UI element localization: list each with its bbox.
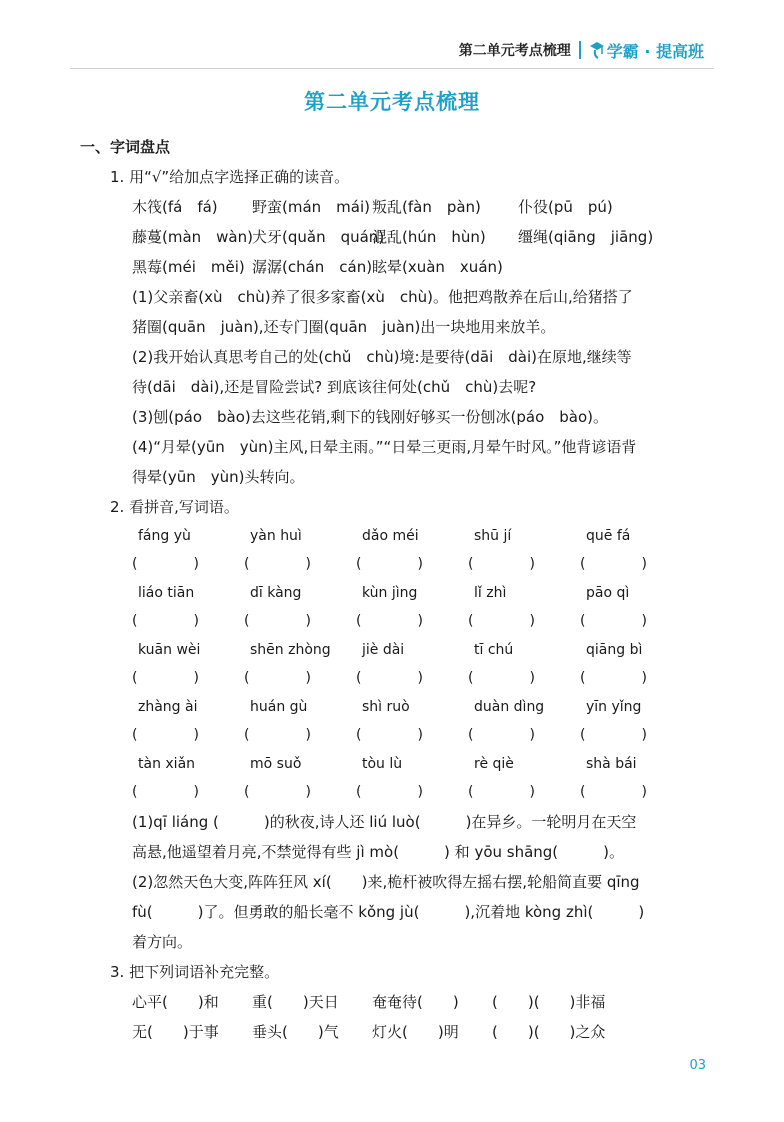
q1-item: 潺潺(chán cán) xyxy=(252,258,373,276)
q1-paragraph-2: (2)我开始认真思考自己的处(chǔ chù)境:是要待(dāi dài)在原地,继续等 xyxy=(132,348,632,366)
q1-item: 眩晕(xuàn xuán) xyxy=(372,258,503,276)
pinyin-prompt: mō suǒ xyxy=(250,756,302,772)
q1-paragraph-4-cont: 得晕(yūn yùn)头转向。 xyxy=(132,468,305,486)
pinyin-prompt: pāo qì xyxy=(586,585,630,601)
answer-blank[interactable]: ( ) xyxy=(580,727,647,743)
brand-text: 学霸 · 提高班 xyxy=(606,41,704,61)
header-title: 第二单元考点梳理 xyxy=(458,43,571,59)
running-header xyxy=(459,36,704,64)
answer-row xyxy=(80,550,716,579)
answer-blank[interactable]: ( ) xyxy=(356,670,423,686)
idiom-blank[interactable]: 重( )天日 xyxy=(252,993,339,1011)
answer-blank[interactable]: ( ) xyxy=(468,727,535,743)
pinyin-prompt: kùn jìng xyxy=(362,585,418,601)
pinyin-prompt: shì ruò xyxy=(362,699,410,715)
pinyin-prompt: fáng yù xyxy=(138,528,191,544)
hat-icon xyxy=(589,40,605,60)
q1-word-row xyxy=(80,252,716,282)
answer-blank[interactable]: ( ) xyxy=(132,727,199,743)
q2-sentence-2-cont: 着方向。 xyxy=(132,933,193,951)
question-1-title: 1. 用“√”给加点字选择正确的读音。 xyxy=(110,168,350,186)
pinyin-prompt: shà bái xyxy=(586,756,637,772)
answer-blank[interactable]: ( ) xyxy=(580,784,647,800)
answer-row xyxy=(80,607,716,636)
answer-blank[interactable]: ( ) xyxy=(356,727,423,743)
answer-blank[interactable]: ( ) xyxy=(244,613,311,629)
brand-logo xyxy=(589,39,704,62)
q1-item: 叛乱(fàn pàn) xyxy=(372,198,481,216)
question-2-title: 2. 看拼音,写词语。 xyxy=(110,498,239,516)
page-number: 03 xyxy=(689,1058,706,1073)
pinyin-prompt: tī chú xyxy=(474,642,514,658)
answer-blank[interactable]: ( ) xyxy=(580,670,647,686)
pinyin-row xyxy=(80,693,716,721)
answer-blank[interactable]: ( ) xyxy=(132,613,199,629)
pinyin-prompt: zhàng ài xyxy=(138,699,198,715)
answer-row xyxy=(80,778,716,807)
q1-item: 缰绳(qiāng jiāng) xyxy=(518,228,654,246)
pinyin-prompt: yīn yǐng xyxy=(586,699,642,715)
page-title: 第二单元考点梳理 xyxy=(304,90,480,114)
question-3-title: 3. 把下列词语补充完整。 xyxy=(110,963,280,981)
section-heading: 一、字词盘点 xyxy=(80,138,171,156)
pinyin-prompt: rè qiè xyxy=(474,756,514,772)
pinyin-prompt: quē fá xyxy=(586,528,631,544)
answer-blank[interactable]: ( ) xyxy=(244,784,311,800)
answer-blank[interactable]: ( ) xyxy=(132,670,199,686)
pinyin-prompt: yàn huì xyxy=(250,528,302,544)
pinyin-prompt: jiè dài xyxy=(362,642,405,658)
idiom-blank[interactable]: 奄奄待( ) xyxy=(372,993,459,1011)
q1-item: 犬牙(quǎn quán) xyxy=(252,228,385,246)
pinyin-prompt: liáo tiān xyxy=(138,585,195,601)
q2-sentence-1: (1)qī liáng ( )的秋夜,诗人还 liú luò( )在异乡。一轮明月在天空 xyxy=(132,813,637,831)
idiom-blank[interactable]: 垂头( )气 xyxy=(252,1023,339,1041)
answer-blank[interactable]: ( ) xyxy=(244,556,311,572)
q1-word-row xyxy=(80,192,716,222)
pinyin-row xyxy=(80,636,716,664)
pinyin-prompt: tòu lù xyxy=(362,756,403,772)
q1-paragraph-1-cont: 猪圈(quān juàn),还专门圈(quān juàn)出一块地用来放羊。 xyxy=(132,318,556,336)
idiom-blank[interactable]: 灯火( )明 xyxy=(372,1023,459,1041)
idiom-blank[interactable]: 无( )于事 xyxy=(132,1023,219,1041)
q1-item: 野蛮(mán mái) xyxy=(252,198,370,216)
pinyin-grid xyxy=(80,522,716,807)
answer-blank[interactable]: ( ) xyxy=(580,613,647,629)
answer-blank[interactable]: ( ) xyxy=(468,784,535,800)
pinyin-prompt: dǎo méi xyxy=(362,528,419,544)
answer-blank[interactable]: ( ) xyxy=(468,670,535,686)
answer-blank[interactable]: ( ) xyxy=(356,784,423,800)
q1-item: 仆役(pū pú) xyxy=(518,198,613,216)
answer-row xyxy=(80,664,716,693)
answer-blank[interactable]: ( ) xyxy=(132,556,199,572)
pinyin-row xyxy=(80,579,716,607)
answer-blank[interactable]: ( ) xyxy=(468,556,535,572)
answer-row xyxy=(80,721,716,750)
pinyin-prompt: lǐ zhì xyxy=(474,585,507,601)
q3-row xyxy=(80,1017,716,1047)
q1-paragraph-1: (1)父亲畜(xù chù)养了很多家畜(xù chù)。他把鸡散养在后山,给猪搭了 xyxy=(132,288,633,306)
q1-paragraph-4: (4)“月晕(yūn yùn)主风,日晕主雨。”“日晕三更雨,月晕午时风。”他背谚语背 xyxy=(132,438,637,456)
answer-blank[interactable]: ( ) xyxy=(356,613,423,629)
content xyxy=(80,132,716,1047)
pinyin-prompt: shū jí xyxy=(474,528,512,544)
q1-item: 木筏(fá fá) xyxy=(132,198,218,216)
pinyin-prompt: kuān wèi xyxy=(138,642,201,658)
answer-blank[interactable]: ( ) xyxy=(356,556,423,572)
answer-blank[interactable]: ( ) xyxy=(132,784,199,800)
header-rule xyxy=(70,68,714,69)
pinyin-prompt: qiāng bì xyxy=(586,642,643,658)
q1-paragraph-3: (3)刨(páo bào)去这些花销,剩下的钱刚好够买一份刨冰(páo bào)。 xyxy=(132,408,608,426)
answer-blank[interactable]: ( ) xyxy=(468,613,535,629)
pinyin-row xyxy=(80,750,716,778)
q1-item: 混乱(hún hùn) xyxy=(372,228,486,246)
pinyin-prompt: dī kàng xyxy=(250,585,302,601)
pinyin-prompt: tàn xiǎn xyxy=(138,756,196,772)
q1-item: 藤蔓(màn wàn) xyxy=(132,228,253,246)
pinyin-prompt: shēn zhòng xyxy=(250,642,331,658)
q1-paragraph-2-cont: 待(dāi dài),还是冒险尝试? 到底该往何处(chǔ chù)去呢? xyxy=(132,378,537,396)
pinyin-row xyxy=(80,522,716,550)
idiom-blank[interactable]: ( )( )非福 xyxy=(492,993,606,1011)
q2-sentence-2-cont: fù( )了。但勇敢的船长毫不 kǒng jù( ),沉着地 kòng zhì( ) xyxy=(132,903,645,921)
q2-sentence-2: (2)忽然天色大变,阵阵狂风 xí( )来,桅杆被吹得左摇右摆,轮船简直要 qīng xyxy=(132,873,640,891)
pinyin-prompt: duàn dìng xyxy=(474,699,545,715)
header-divider xyxy=(579,41,581,59)
answer-blank[interactable]: ( ) xyxy=(244,727,311,743)
answer-blank[interactable]: ( ) xyxy=(580,556,647,572)
q2-sentence-1-cont: 高悬,他遥望着月亮,不禁觉得有些 jì mò( ) 和 yōu shāng( )。 xyxy=(132,843,625,861)
pinyin-prompt: huán gù xyxy=(250,699,308,715)
answer-blank[interactable]: ( ) xyxy=(244,670,311,686)
idiom-blank[interactable]: ( )( )之众 xyxy=(492,1023,606,1041)
idiom-blank[interactable]: 心平( )和 xyxy=(132,993,219,1011)
q3-row xyxy=(80,987,716,1017)
q1-item: 黑莓(méi měi) xyxy=(132,258,245,276)
q1-word-row xyxy=(80,222,716,252)
